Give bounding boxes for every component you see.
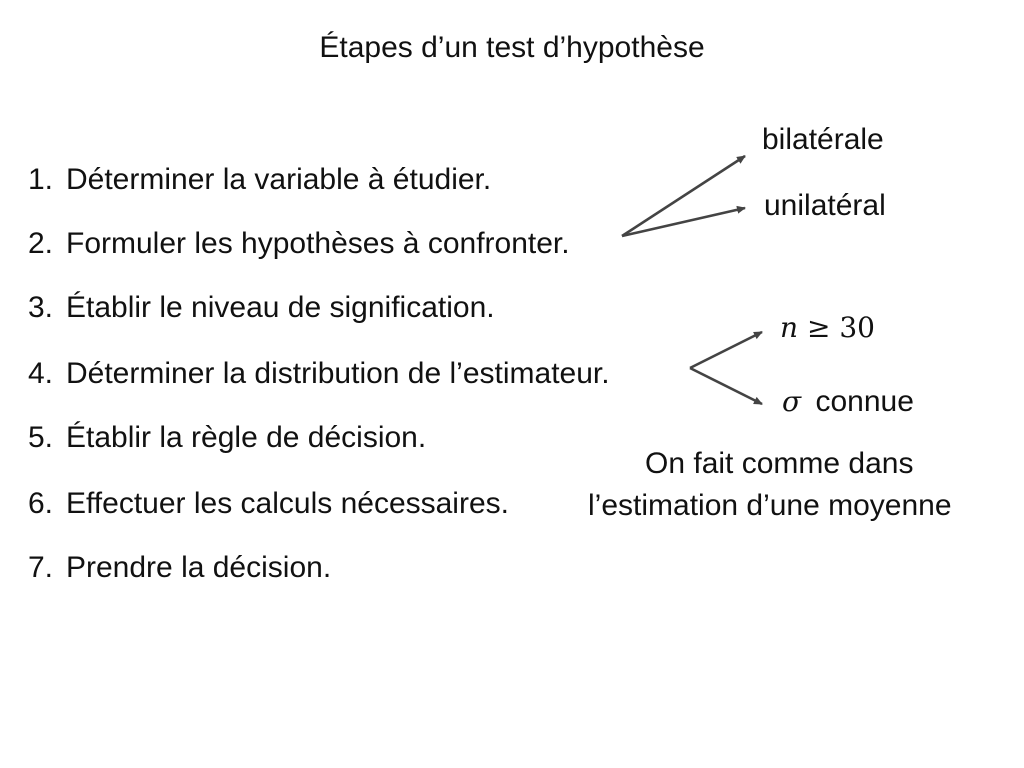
sigma-known-text: connue bbox=[815, 385, 914, 418]
step-5 bbox=[28, 420, 426, 456]
step-text: Déterminer la variable à étudier. bbox=[66, 163, 492, 196]
greater-equal-symbol: ≥ bbox=[806, 311, 831, 344]
step-text: Établir la règle de décision. bbox=[66, 421, 427, 454]
condition-sigma-known bbox=[782, 384, 914, 420]
step-number: 1. bbox=[28, 163, 54, 196]
option-unilateral: unilatéral bbox=[764, 189, 886, 222]
step-number: 6. bbox=[28, 487, 54, 520]
step-number: 4. bbox=[28, 357, 54, 390]
step-number: 3. bbox=[28, 291, 54, 324]
sample-size-threshold: 30 bbox=[839, 311, 875, 344]
step-4 bbox=[28, 356, 610, 392]
arrow-to-sample-size bbox=[690, 332, 762, 368]
slide-title: Étapes d’un test d’hypothèse bbox=[319, 31, 705, 64]
sample-size-variable: n bbox=[780, 311, 799, 344]
sigma-symbol: σ bbox=[782, 385, 802, 418]
arrow-to-unilateral bbox=[622, 208, 745, 236]
estimation-note-line2: l’estimation d’une moyenne bbox=[588, 489, 952, 522]
step-text: Effectuer les calculs nécessaires. bbox=[66, 487, 509, 520]
step-number: 5. bbox=[28, 421, 54, 454]
estimation-note-line1: On fait comme dans bbox=[645, 447, 914, 480]
step-text: Établir le niveau de signification. bbox=[66, 291, 495, 324]
step-7 bbox=[28, 550, 331, 586]
step-text: Prendre la décision. bbox=[66, 551, 332, 584]
option-bilateral: bilatérale bbox=[762, 123, 884, 156]
step-2 bbox=[28, 226, 570, 262]
step-number: 2. bbox=[28, 227, 54, 260]
step-text: Formuler les hypothèses à confronter. bbox=[66, 227, 570, 260]
condition-sample-size bbox=[780, 310, 875, 346]
step-6 bbox=[28, 486, 509, 522]
arrow-to-sigma-known bbox=[690, 368, 762, 404]
step-1 bbox=[28, 162, 491, 198]
step-text: Déterminer la distribution de l’estimateur. bbox=[66, 357, 610, 390]
arrow-to-bilateral bbox=[622, 156, 745, 236]
step-number: 7. bbox=[28, 551, 54, 584]
step-3 bbox=[28, 290, 495, 326]
